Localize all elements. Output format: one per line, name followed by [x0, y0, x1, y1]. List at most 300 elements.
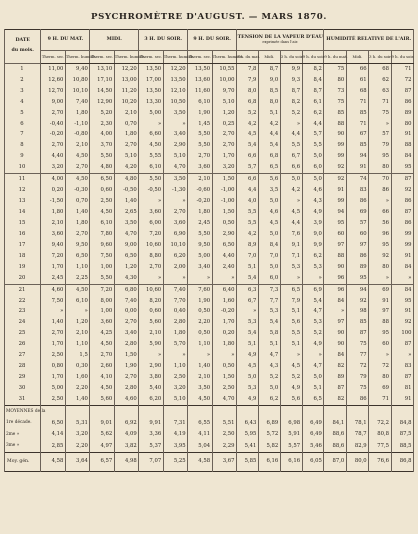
table-cell: 6,40 — [212, 284, 236, 295]
table-cell: » — [280, 350, 302, 361]
h9m-header: 9 H. DU MAT. — [41, 30, 90, 51]
table-cell: 91 — [369, 296, 391, 307]
table-cell: 84,1 — [324, 418, 346, 430]
table-cell: 60 — [369, 339, 391, 350]
table-cell: 89 — [346, 262, 368, 273]
table-cell: 17,00 — [139, 75, 163, 86]
table-cell: 3,5 — [258, 185, 280, 196]
table-cell: 56 — [369, 218, 391, 229]
table-cell: 1,45 — [188, 119, 212, 130]
table-cell: 4,4 — [280, 218, 302, 229]
table-cell: 6,05 — [302, 453, 324, 472]
table-cell: 95 — [369, 329, 391, 340]
row-label: 24 — [5, 318, 41, 329]
table-cell: 3,50 — [163, 174, 187, 185]
table-cell: 5,5 — [280, 329, 302, 340]
table-cell: 3,50 — [114, 218, 138, 229]
table-cell: 6,7 — [237, 296, 259, 307]
table-cell: 8,7 — [258, 64, 280, 75]
table-cell: » — [369, 350, 391, 361]
table-cell: 5,4 — [258, 141, 280, 152]
table-cell: 63 — [369, 86, 391, 97]
table-cell: 7,50 — [90, 251, 114, 262]
table-row — [5, 372, 414, 383]
table-cell: 4,00 — [90, 130, 114, 141]
table-cell: 5,10 — [212, 97, 236, 108]
table-cell: 88 — [369, 318, 391, 329]
table-cell: 6,20 — [139, 394, 163, 405]
table-cell: 0,70 — [65, 196, 89, 207]
table-cell: 71 — [391, 64, 413, 75]
table-cell: 95 — [324, 218, 346, 229]
table-cell: 3,50 — [188, 383, 212, 394]
table-cell: 4,2 — [237, 119, 259, 130]
table-cell: 5,31 — [65, 418, 89, 430]
table-cell: 2,10 — [188, 174, 212, 185]
table-cell: 68 — [346, 86, 368, 97]
table-cell: 9,91 — [139, 418, 163, 430]
table-cell: 80,0 — [346, 453, 368, 472]
table-cell: 82 — [324, 361, 346, 372]
table-cell: 2,29 — [212, 441, 236, 453]
table-cell: 61 — [346, 75, 368, 86]
table-cell: 5,04 — [188, 441, 212, 453]
table-row — [5, 273, 414, 284]
table-cell: 6,49 — [302, 429, 324, 441]
table-cell: 11,60 — [188, 86, 212, 97]
table-cell: 4,70 — [163, 162, 187, 173]
table-cell: 5,00 — [139, 108, 163, 119]
table-cell: 80 — [369, 162, 391, 173]
table-cell: 6,50 — [212, 240, 236, 251]
table-cell: 5,72 — [258, 429, 280, 441]
table-cell: 79 — [346, 372, 368, 383]
table-cell: 5,0 — [302, 152, 324, 163]
table-cell: 1,80 — [188, 207, 212, 218]
table-cell: » — [41, 307, 65, 318]
table-cell: 4,30 — [114, 273, 138, 284]
table-cell: 11,20 — [114, 86, 138, 97]
table-cell: 90 — [324, 262, 346, 273]
table-cell: 3,80 — [139, 372, 163, 383]
table-cell: 95 — [391, 296, 413, 307]
table-cell: 80 — [369, 262, 391, 273]
table-row — [5, 141, 414, 152]
table-cell: 0,60 — [90, 185, 114, 196]
table-cell: 60 — [346, 229, 368, 240]
subheader-cell: 3 h. du soir. — [280, 51, 302, 64]
table-cell: 5,50 — [188, 130, 212, 141]
header-row — [5, 30, 414, 51]
table-row — [5, 119, 414, 130]
table-cell: 5,5 — [237, 218, 259, 229]
table-cell: 96 — [324, 273, 346, 284]
table-cell: 4,50 — [188, 394, 212, 405]
table-cell: 88,6 — [324, 441, 346, 453]
table-cell: 99 — [324, 141, 346, 152]
table-cell: 5,6 — [280, 394, 302, 405]
table-cell: 6,50 — [41, 418, 65, 430]
table-cell: 9,1 — [280, 240, 302, 251]
table-cell: 72 — [346, 361, 368, 372]
table-cell: 5,5 — [302, 141, 324, 152]
table-cell: » — [163, 196, 187, 207]
table-cell: 6,5 — [302, 394, 324, 405]
table-cell: 6,10 — [188, 97, 212, 108]
subheader-cell: 9 h. du soir. — [302, 51, 324, 64]
table-cell: 5,00 — [188, 251, 212, 262]
table-cell: 3,20 — [41, 162, 65, 173]
table-cell: » — [212, 350, 236, 361]
table-cell: 1,50 — [114, 350, 138, 361]
table-cell: 5,4 — [237, 273, 259, 284]
row-label: 30 — [5, 383, 41, 394]
table-cell: 4,50 — [65, 284, 89, 295]
table-cell: 100 — [391, 329, 413, 340]
table-cell: 99 — [324, 152, 346, 163]
table-cell: 7,31 — [163, 418, 187, 430]
table-cell: 10,60 — [139, 240, 163, 251]
table-cell: 4,58 — [188, 453, 212, 472]
table-cell: 66 — [369, 207, 391, 218]
table-cell: 84 — [324, 296, 346, 307]
table-cell: 1,40 — [114, 196, 138, 207]
row-label: 14 — [5, 207, 41, 218]
table-row — [5, 196, 414, 207]
table-cell: 5,90 — [139, 339, 163, 350]
table-cell: 4,20 — [114, 162, 138, 173]
table-cell: 3,36 — [139, 429, 163, 441]
table-cell: 97 — [324, 240, 346, 251]
table-cell: 5,55 — [139, 152, 163, 163]
table-cell: 79 — [369, 141, 391, 152]
table-cell: 9,00 — [41, 97, 65, 108]
table-row — [5, 75, 414, 86]
table-cell: 92 — [324, 174, 346, 185]
table-cell: 10,20 — [114, 97, 138, 108]
table-cell: 0,25 — [212, 119, 236, 130]
midi-header: MIDI. — [90, 30, 139, 51]
table-cell: 87 — [324, 383, 346, 394]
table-cell: 1,50 — [212, 372, 236, 383]
table-cell: 71 — [369, 97, 391, 108]
table-cell: » — [369, 273, 391, 284]
table-cell: 5,20 — [90, 108, 114, 119]
table-cell: 2,70 — [114, 141, 138, 152]
table-cell: 6,9 — [302, 284, 324, 295]
table-cell: 0,20 — [212, 329, 236, 340]
row-label: 3 — [5, 86, 41, 97]
table-cell: 5,4 — [237, 141, 259, 152]
table-cell: 0,70 — [114, 119, 138, 130]
subheader-cell: Therm. humide. — [65, 51, 89, 64]
table-cell: 10,00 — [212, 75, 236, 86]
table-cell: 8,4 — [258, 240, 280, 251]
table-cell: 4,5 — [280, 207, 302, 218]
table-cell: 0,50 — [188, 329, 212, 340]
table-cell: 86 — [369, 185, 391, 196]
table-cell: 8,2 — [302, 64, 324, 75]
table-cell: 4,98 — [114, 453, 138, 472]
table-cell: 1,90 — [114, 361, 138, 372]
table-cell: 8,20 — [139, 296, 163, 307]
table-row — [5, 339, 414, 350]
table-cell: 1,70 — [41, 339, 65, 350]
table-row — [5, 284, 414, 295]
table-cell: 4,0 — [237, 196, 259, 207]
row-label: 19 — [5, 262, 41, 273]
row-label: 18 — [5, 251, 41, 262]
table-cell: 12,20 — [114, 64, 138, 75]
table-cell: -0,60 — [188, 185, 212, 196]
table-cell: 88,5 — [391, 441, 413, 453]
table-cell: 4,6 — [302, 185, 324, 196]
table-cell: 86 — [391, 218, 413, 229]
table-cell: » — [280, 196, 302, 207]
table-cell: » — [369, 119, 391, 130]
table-cell: -1,00 — [212, 185, 236, 196]
table-cell: -0,20 — [41, 130, 65, 141]
table-cell: 84 — [391, 262, 413, 273]
table-cell: 1,40 — [188, 361, 212, 372]
table-cell: 5,1 — [258, 108, 280, 119]
table-cell: 6,00 — [139, 218, 163, 229]
table-cell: 9,9 — [280, 64, 302, 75]
averages-label-row — [5, 406, 414, 418]
table-cell: 7,20 — [41, 251, 65, 262]
table-cell: 72 — [369, 361, 391, 372]
table-cell: 13,50 — [163, 75, 187, 86]
table-cell: 91 — [324, 185, 346, 196]
table-cell: 2,70 — [212, 130, 236, 141]
table-cell: 5,3 — [258, 307, 280, 318]
table-cell: 85 — [346, 141, 368, 152]
table-cell: -0,50 — [114, 185, 138, 196]
table-cell: 88 — [324, 251, 346, 262]
table-cell: 5,95 — [237, 429, 259, 441]
table-cell: 3,64 — [65, 453, 89, 472]
table-cell: -0,20 — [188, 196, 212, 207]
averages-label — [5, 406, 46, 418]
table-cell: 4,5 — [237, 361, 259, 372]
row-label: 16 — [5, 229, 41, 240]
table-cell: 6,80 — [114, 284, 138, 295]
table-cell: 91 — [391, 251, 413, 262]
table-cell: 6,2 — [258, 394, 280, 405]
table-cell: 3,40 — [188, 262, 212, 273]
table-cell: 9,3 — [280, 75, 302, 86]
table-cell: 8,80 — [139, 251, 163, 262]
table-cell: 88 — [391, 141, 413, 152]
empty-cell — [237, 406, 259, 418]
table-cell: 5,3 — [302, 318, 324, 329]
table-cell: » — [391, 273, 413, 284]
humidity-header: HUMIDITÉ RELATIVE DE L'AIR. — [324, 30, 414, 51]
table-cell: 5,91 — [280, 429, 302, 441]
row-label: 1re décade. — [5, 418, 41, 430]
table-row — [5, 394, 414, 405]
tension-header — [237, 30, 324, 51]
table-cell: 4,50 — [65, 174, 89, 185]
table-cell: 69 — [369, 284, 391, 295]
table-row — [5, 97, 414, 108]
table-cell: 5,57 — [280, 441, 302, 453]
table-cell: » — [280, 273, 302, 284]
table-cell: 9,60 — [90, 240, 114, 251]
table-cell: 78,1 — [346, 418, 368, 430]
table-cell: 4,97 — [90, 441, 114, 453]
table-cell: 8,5 — [258, 86, 280, 97]
table-row — [5, 383, 414, 394]
table-cell: 77 — [346, 350, 368, 361]
row-label: 31 — [5, 394, 41, 405]
table-cell: 4,10 — [90, 372, 114, 383]
table-cell: 7,1 — [280, 251, 302, 262]
table-cell: 5,0 — [258, 262, 280, 273]
table-cell: 86 — [346, 196, 368, 207]
table-cell: 2,50 — [212, 383, 236, 394]
table-cell: 6,5 — [258, 162, 280, 173]
empty-cell — [90, 406, 114, 418]
table-cell: 7,0 — [237, 251, 259, 262]
subheader-cell: Midi. — [258, 51, 280, 64]
table-cell: 11,00 — [41, 64, 65, 75]
table-cell: 6,57 — [90, 453, 114, 472]
table-cell: -0,50 — [139, 185, 163, 196]
table-cell: 62 — [369, 75, 391, 86]
table-cell: 2,45 — [188, 218, 212, 229]
table-cell: » — [302, 273, 324, 284]
table-cell: 6,20 — [163, 251, 187, 262]
table-cell: -1,10 — [65, 119, 89, 130]
empty-cell — [302, 406, 324, 418]
table-cell: 4,50 — [90, 207, 114, 218]
table-cell: 66 — [346, 64, 368, 75]
table-cell: 7,8 — [237, 64, 259, 75]
table-cell: 99 — [324, 196, 346, 207]
table-cell: 5,2 — [280, 372, 302, 383]
date-sub-label: du mois. — [11, 47, 34, 53]
table-cell: 6,5 — [280, 284, 302, 295]
table-cell: 2,65 — [114, 207, 138, 218]
table-cell: 0,50 — [212, 361, 236, 372]
table-cell: 96 — [324, 284, 346, 295]
table-cell: 60 — [324, 229, 346, 240]
table-cell: 5,50 — [188, 229, 212, 240]
averages-sub: de la — [34, 408, 46, 414]
row-label: 25 — [5, 329, 41, 340]
table-cell: 5,10 — [163, 152, 187, 163]
table-cell: 7,7 — [258, 296, 280, 307]
table-cell: 5,0 — [237, 372, 259, 383]
table-cell: 5,0 — [258, 229, 280, 240]
table-cell: 76,6 — [369, 453, 391, 472]
table-cell: -1,50 — [41, 196, 65, 207]
table-cell: 1,20 — [114, 262, 138, 273]
table-cell: 1,70 — [41, 372, 65, 383]
table-cell: 5,2 — [280, 108, 302, 119]
table-cell: 3,60 — [163, 218, 187, 229]
table-cell: 84 — [391, 152, 413, 163]
table-cell: 5,4 — [258, 318, 280, 329]
subheader-cell: Therm. humide. — [163, 51, 187, 64]
table-cell: 5,6 — [280, 318, 302, 329]
table-cell: 87 — [346, 329, 368, 340]
table-cell: 2,70 — [212, 141, 236, 152]
table-cell: 1,10 — [65, 339, 89, 350]
table-cell: 2,10 — [65, 329, 89, 340]
table-cell: » — [163, 119, 187, 130]
table-cell: 4,09 — [114, 429, 138, 441]
row-label: 6 — [5, 119, 41, 130]
table-cell: 7,9 — [237, 75, 259, 86]
table-cell: 7,70 — [163, 296, 187, 307]
table-cell: 86 — [346, 394, 368, 405]
empty-cell — [369, 406, 391, 418]
table-cell: 4,70 — [114, 229, 138, 240]
row-label: 5 — [5, 108, 41, 119]
table-cell: 2,80 — [163, 318, 187, 329]
table-cell: 3,40 — [114, 329, 138, 340]
table-cell: 3,9 — [302, 218, 324, 229]
table-cell: 5,0 — [302, 174, 324, 185]
table-cell: 87 — [391, 372, 413, 383]
table-cell: 87,5 — [391, 429, 413, 441]
table-cell: 17,10 — [90, 75, 114, 86]
table-cell: 87,0 — [324, 453, 346, 472]
table-row — [5, 64, 414, 75]
table-cell: 12,90 — [90, 97, 114, 108]
table-cell: » — [139, 119, 163, 130]
table-cell: 74 — [346, 174, 368, 185]
table-cell: 13,50 — [139, 86, 163, 97]
table-cell: 6,6 — [237, 152, 259, 163]
table-cell: 92 — [391, 318, 413, 329]
empty-cell — [346, 406, 368, 418]
table-cell: 97 — [369, 307, 391, 318]
table-cell: 81 — [391, 383, 413, 394]
table-cell: 2,45 — [41, 273, 65, 284]
table-cell: 2,10 — [139, 329, 163, 340]
table-cell: 5,00 — [41, 383, 65, 394]
table-row — [5, 108, 414, 119]
table-cell: 5,2 — [237, 108, 259, 119]
table-cell: 5,60 — [90, 394, 114, 405]
table-cell: 4,4 — [237, 185, 259, 196]
table-cell: 86 — [391, 97, 413, 108]
table-cell: 2,10 — [65, 141, 89, 152]
tension-label: TENSION DE LA VAPEUR D'EAU — [237, 34, 323, 40]
table-cell: 2,00 — [163, 262, 187, 273]
table-cell: 92 — [391, 185, 413, 196]
table-cell: 2,70 — [41, 329, 65, 340]
table-cell: 0,50 — [212, 218, 236, 229]
table-cell: 6,8 — [258, 152, 280, 163]
table-cell: 1,10 — [65, 262, 89, 273]
table-cell: 9,70 — [212, 86, 236, 97]
table-cell: 1,80 — [41, 207, 65, 218]
table-cell: 77,5 — [369, 441, 391, 453]
table-cell: 2,70 — [163, 207, 187, 218]
empty-cell — [280, 406, 302, 418]
table-cell: 1,00 — [90, 307, 114, 318]
table-cell: 3,20 — [65, 429, 89, 441]
table-cell: 68 — [369, 64, 391, 75]
empty-cell — [163, 406, 187, 418]
table-cell: 10,10 — [163, 240, 187, 251]
table-cell: 5,10 — [114, 152, 138, 163]
table-cell: 2,70 — [188, 152, 212, 163]
